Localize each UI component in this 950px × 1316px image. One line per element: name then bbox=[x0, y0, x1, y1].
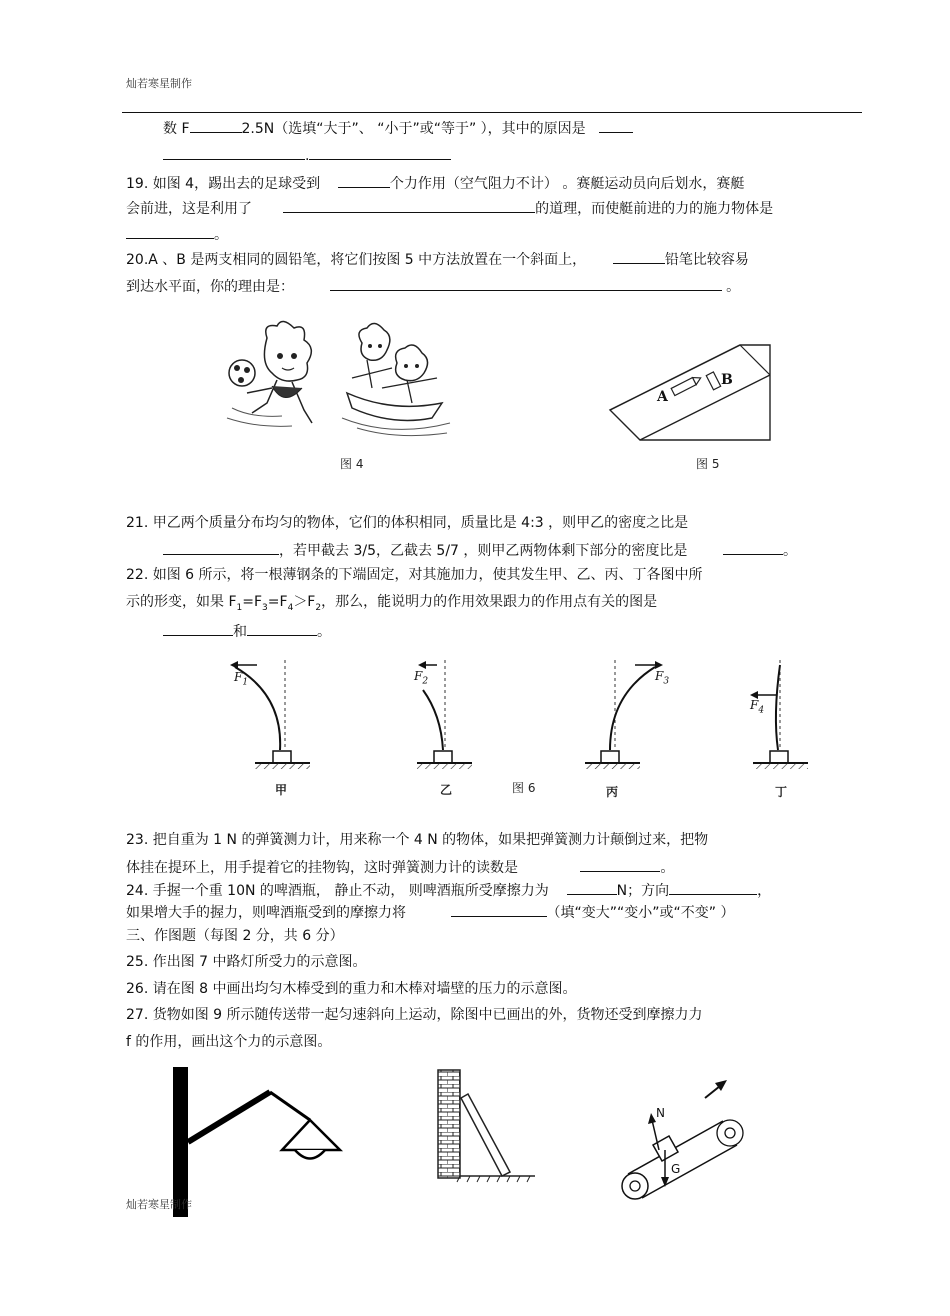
fig6-panel-label-jia: 甲 bbox=[275, 783, 288, 797]
q19-line2: 会前进，这是利用了 的道理，而使艇前进的力的施力物体是 bbox=[126, 198, 773, 218]
q27-line2: f 的作用，画出这个力的示意图。 bbox=[126, 1034, 332, 1050]
q19-line1: 19. 如图 4，踢出去的足球受到 个力作用（空气阻力不计） 。赛艇运动员向后划水，赛艇 bbox=[126, 173, 744, 193]
q24-line1: 24. 手握一个重 10N 的啤酒瓶， 静止不动， 则啤酒瓶所受摩擦力为 N；方向 ， bbox=[126, 880, 771, 900]
figure-5-label-b: B bbox=[721, 372, 733, 388]
q22-line1: 22. 如图 6 所示，将一根薄钢条的下端固定，对其施加力，使其发生甲、乙、丙、丁各图中所 bbox=[126, 567, 703, 583]
q23-line1: 23. 把自重为 1 N 的弹簧测力计，用来称一个 4 N 的物体，如果把弹簧测力计颠倒过来，把物 bbox=[126, 832, 709, 848]
fig6-force-label-2: $F_2$ bbox=[414, 669, 429, 687]
figure-5-caption: 图 5 bbox=[696, 457, 720, 471]
q19-line3: 。 bbox=[126, 224, 228, 244]
fig6-force-label-3: $F_3$ bbox=[655, 669, 670, 687]
q24-line2: 如果增大手的握力，则啤酒瓶受到的摩擦力将 （填“变大”“变小”或“不变” ） bbox=[126, 902, 734, 922]
figure-4-caption: 图 4 bbox=[340, 457, 364, 471]
figure-7-street-lamp bbox=[170, 1062, 360, 1217]
q20-line2: 到达水平面，你的理由是： 。 bbox=[126, 276, 740, 296]
figure-4-cartoon bbox=[222, 318, 452, 443]
figure-8-stick-wall bbox=[435, 1068, 540, 1188]
q18-line1: 数 F 2.5N（选填“大于”、 “小于”或“等于” ），其中的原因是 bbox=[163, 118, 633, 138]
q26-text: 26. 请在图 8 中画出均匀木棒受到的重力和木棒对墙壁的压力的示意图。 bbox=[126, 981, 577, 997]
fig9-label-n: N bbox=[656, 1106, 665, 1120]
q21-line2: ，若甲截去 3/5，乙截去 5/7 ，则甲乙两物体剩下部分的密度比是 。 bbox=[163, 540, 797, 560]
header-rule bbox=[122, 112, 862, 113]
section-3-title: 三、作图题（每图 2 分，共 6 分） bbox=[126, 928, 344, 944]
fig6-panel-label-ding: 丁 bbox=[775, 785, 788, 799]
q20-line1: 20.A 、B 是两支相同的圆铅笔，将它们按图 5 中方法放置在一个斜面上， 铅笔比较容易 bbox=[126, 249, 749, 269]
q23-line2: 体挂在提环上，用手提着它的挂物钩，这时弹簧测力计的读数是 。 bbox=[126, 857, 674, 877]
q22-line3: 和 。 bbox=[163, 621, 331, 641]
figure-5-incline bbox=[605, 340, 780, 445]
header-mark: 灿若寒星制作 bbox=[126, 77, 192, 90]
q21-line1: 21. 甲乙两个质量分布均匀的物体，它们的体积相同，质量比是 4:3 ，则甲乙的密度之比是 bbox=[126, 515, 689, 531]
q18-line2: . bbox=[163, 145, 451, 165]
figure-9-conveyor bbox=[615, 1068, 755, 1203]
figure-5-label-a: A bbox=[657, 389, 668, 405]
fig6-force-label-4: $F_4$ bbox=[750, 698, 765, 716]
fig6-panel-label-bing: 丙 bbox=[606, 785, 619, 799]
footer-mark: 灿若寒星制作 bbox=[126, 1198, 192, 1211]
q25-text: 25. 作出图 7 中路灯所受力的示意图。 bbox=[126, 954, 367, 970]
strip-panel-bing bbox=[585, 660, 663, 769]
figure-6-caption: 图 6 bbox=[512, 781, 536, 795]
fig6-panel-label-yi: 乙 bbox=[440, 783, 453, 797]
q22-line2: 示的形变，如果 $F_1=F_3=F_4>F_2$，那么，能说明力的作用效果跟力的作用点有关的图是 bbox=[126, 594, 658, 613]
q27-line1: 27. 货物如图 9 所示随传送带一起匀速斜向上运动，除图中已画出的外，货物还受到摩擦力力 bbox=[126, 1007, 703, 1023]
fig6-force-label-1: $F_1$ bbox=[234, 670, 249, 688]
fig9-label-g: G bbox=[671, 1162, 681, 1176]
